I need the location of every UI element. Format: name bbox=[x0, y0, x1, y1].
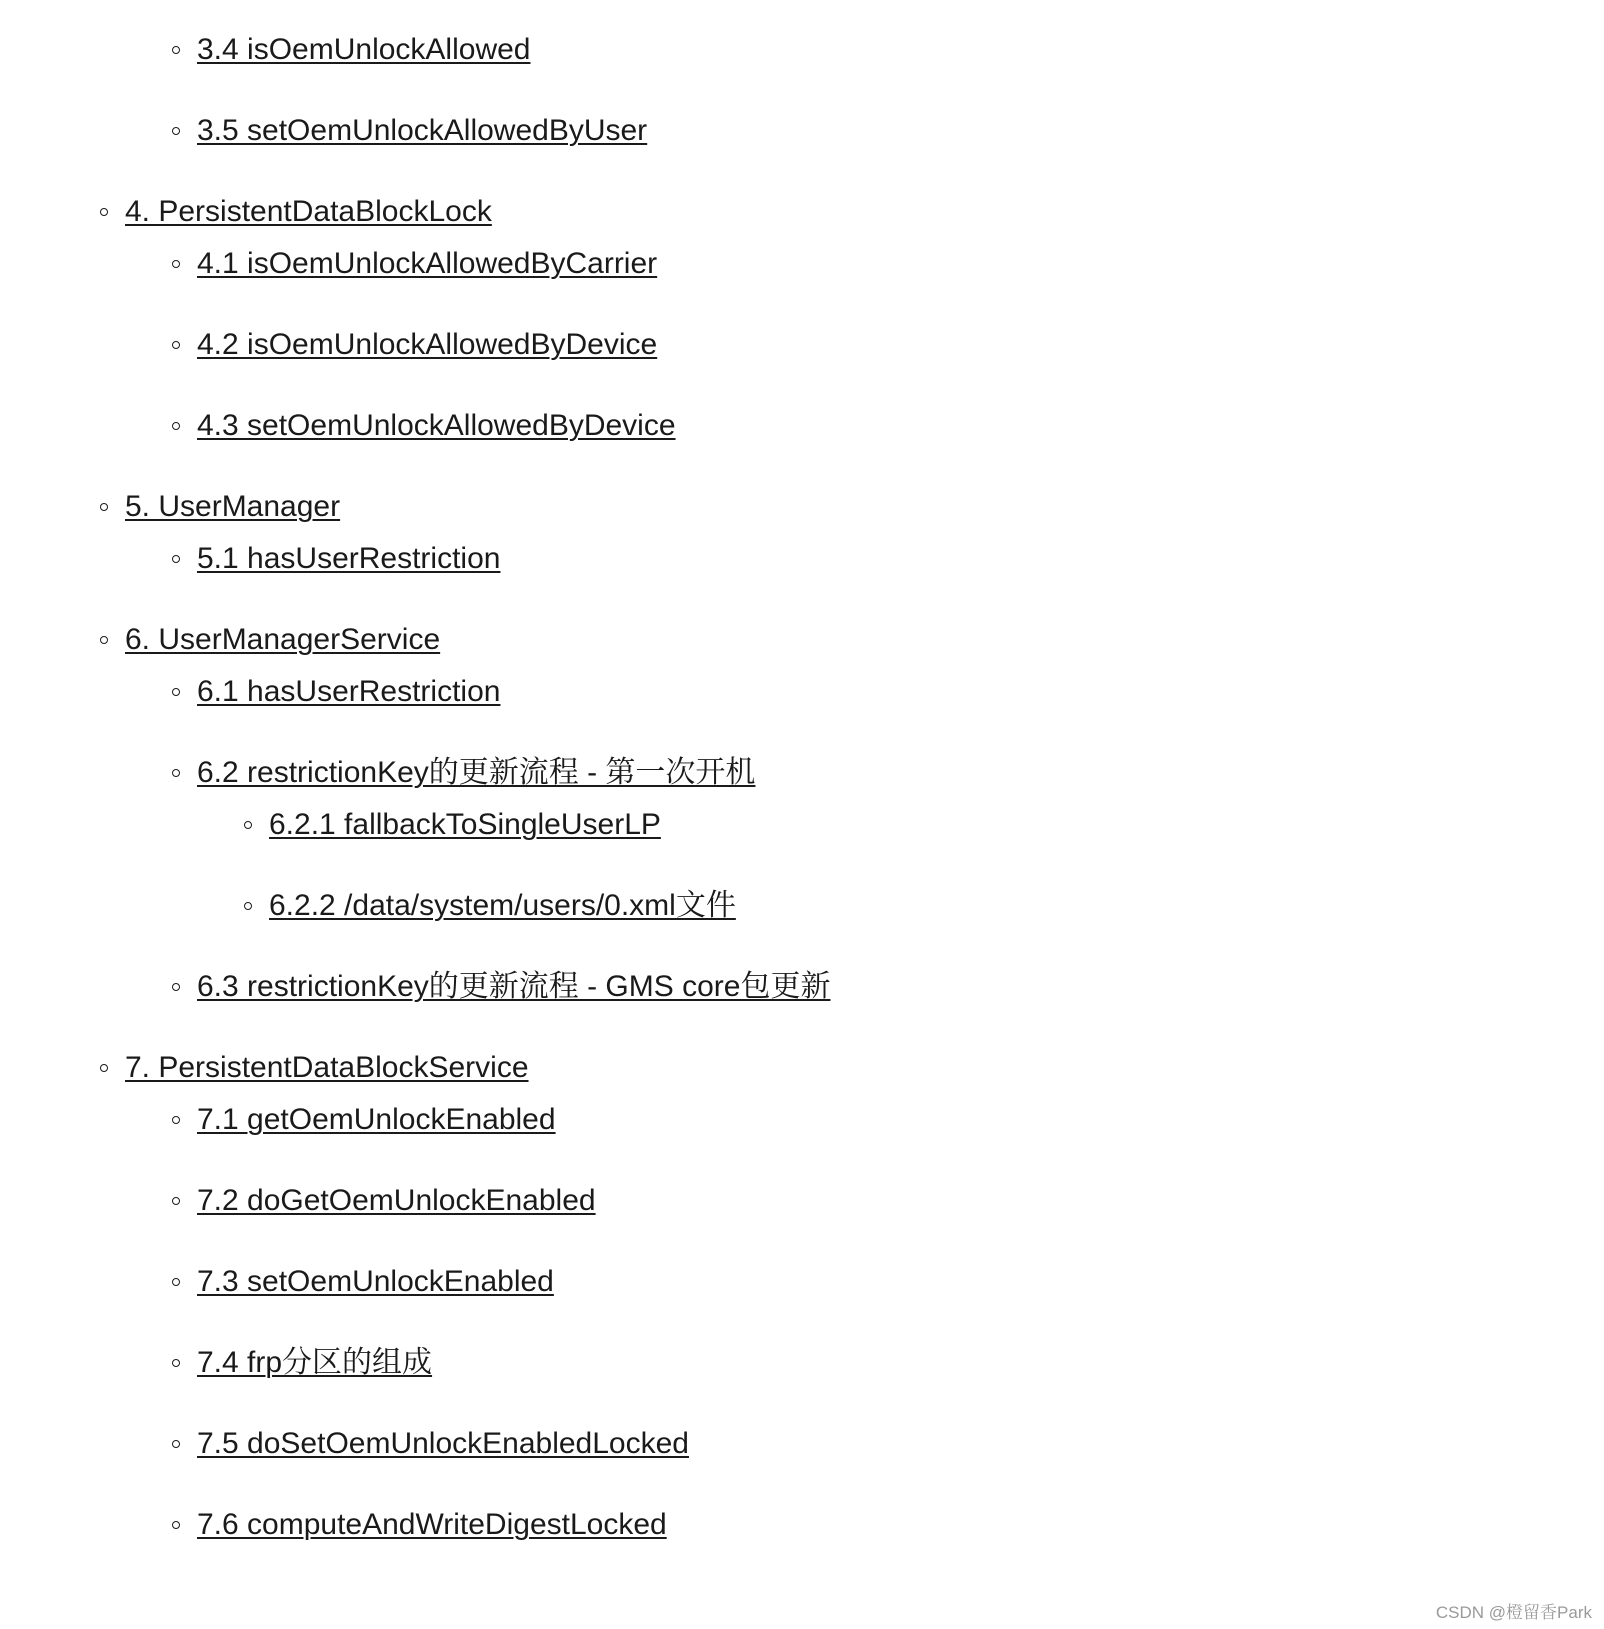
toc-link[interactable]: 4. PersistentDataBlockLock bbox=[125, 195, 492, 228]
toc-item-level-2[interactable] bbox=[172, 1181, 596, 1221]
toc-link[interactable]: 7.6 computeAndWriteDigestLocked bbox=[197, 1508, 667, 1541]
toc-item-level-2[interactable] bbox=[172, 1505, 667, 1545]
toc-item-level-1[interactable] bbox=[100, 487, 340, 527]
hollow-circle-bullet-icon bbox=[172, 1116, 180, 1124]
hollow-circle-bullet-icon bbox=[172, 688, 180, 696]
toc-item-level-3[interactable] bbox=[244, 805, 661, 845]
csdn-watermark: CSDN @橙留香Park bbox=[1435, 1603, 1592, 1622]
toc-item-level-2[interactable] bbox=[172, 1343, 432, 1383]
toc-link[interactable]: 4.1 isOemUnlockAllowedByCarrier bbox=[197, 247, 658, 280]
toc-item-level-1[interactable] bbox=[100, 192, 492, 232]
toc-link[interactable]: 3.5 setOemUnlockAllowedByUser bbox=[197, 114, 648, 147]
hollow-circle-bullet-icon bbox=[100, 503, 108, 511]
hollow-circle-bullet-icon bbox=[100, 636, 108, 644]
toc-link[interactable]: 7. PersistentDataBlockService bbox=[125, 1051, 529, 1084]
hollow-circle-bullet-icon bbox=[172, 555, 180, 563]
toc-item-level-2[interactable] bbox=[172, 406, 676, 446]
toc-link[interactable]: 7.1 getOemUnlockEnabled bbox=[197, 1103, 556, 1136]
hollow-circle-bullet-icon bbox=[172, 1197, 180, 1205]
hollow-circle-bullet-icon bbox=[172, 46, 180, 54]
hollow-circle-bullet-icon bbox=[172, 422, 180, 430]
toc-item-level-1[interactable] bbox=[100, 620, 440, 660]
toc-link[interactable]: 5. UserManager bbox=[125, 490, 341, 523]
toc-item-level-2[interactable] bbox=[172, 325, 657, 365]
toc-item-level-2[interactable] bbox=[172, 1424, 689, 1464]
toc-link[interactable]: 5.1 hasUserRestriction bbox=[197, 542, 501, 575]
toc-link[interactable]: 6.1 hasUserRestriction bbox=[197, 675, 501, 708]
hollow-circle-bullet-icon bbox=[244, 902, 252, 910]
toc-item-level-2[interactable] bbox=[172, 244, 657, 284]
toc-item-level-2[interactable] bbox=[172, 30, 530, 70]
toc-item-level-2[interactable] bbox=[172, 111, 647, 151]
toc-item-level-2[interactable] bbox=[172, 1262, 554, 1302]
toc-link[interactable]: 7.2 doGetOemUnlockEnabled bbox=[197, 1184, 596, 1217]
toc-link[interactable]: 7.5 doSetOemUnlockEnabledLocked bbox=[197, 1427, 689, 1460]
hollow-circle-bullet-icon bbox=[244, 821, 252, 829]
toc-item-level-1[interactable] bbox=[100, 1048, 529, 1088]
hollow-circle-bullet-icon bbox=[172, 1278, 180, 1286]
hollow-circle-bullet-icon bbox=[172, 983, 180, 991]
hollow-circle-bullet-icon bbox=[172, 260, 180, 268]
hollow-circle-bullet-icon bbox=[172, 341, 180, 349]
toc-link[interactable]: 6.3 restrictionKey的更新流程 - GMS core包更新 bbox=[197, 970, 831, 1003]
hollow-circle-bullet-icon bbox=[100, 208, 108, 216]
toc-link[interactable]: 6.2.2 /data/system/users/0.xml文件 bbox=[269, 889, 736, 922]
toc-item-level-2[interactable] bbox=[172, 753, 755, 793]
toc-link[interactable]: 6.2.1 fallbackToSingleUserLP bbox=[269, 808, 661, 841]
hollow-circle-bullet-icon bbox=[172, 1440, 180, 1448]
hollow-circle-bullet-icon bbox=[172, 769, 180, 777]
toc-item-level-3[interactable] bbox=[244, 886, 736, 926]
toc-link[interactable]: 4.2 isOemUnlockAllowedByDevice bbox=[197, 328, 658, 361]
toc-item-level-2[interactable] bbox=[172, 967, 830, 1007]
toc-item-level-2[interactable] bbox=[172, 672, 500, 712]
hollow-circle-bullet-icon bbox=[172, 1359, 180, 1367]
hollow-circle-bullet-icon bbox=[172, 127, 180, 135]
toc-link[interactable]: 4.3 setOemUnlockAllowedByDevice bbox=[197, 409, 676, 442]
hollow-circle-bullet-icon bbox=[172, 1521, 180, 1529]
hollow-circle-bullet-icon bbox=[100, 1064, 108, 1072]
toc-link[interactable]: 3.4 isOemUnlockAllowed bbox=[197, 33, 531, 66]
toc-item-level-2[interactable] bbox=[172, 1100, 556, 1140]
toc-link[interactable]: 6.2 restrictionKey的更新流程 - 第一次开机 bbox=[197, 756, 756, 789]
toc-link[interactable]: 7.3 setOemUnlockEnabled bbox=[197, 1265, 554, 1298]
toc-item-level-2[interactable] bbox=[172, 539, 500, 579]
toc-link[interactable]: 7.4 frp分区的组成 bbox=[197, 1346, 433, 1379]
toc-link[interactable]: 6. UserManagerService bbox=[125, 623, 441, 656]
